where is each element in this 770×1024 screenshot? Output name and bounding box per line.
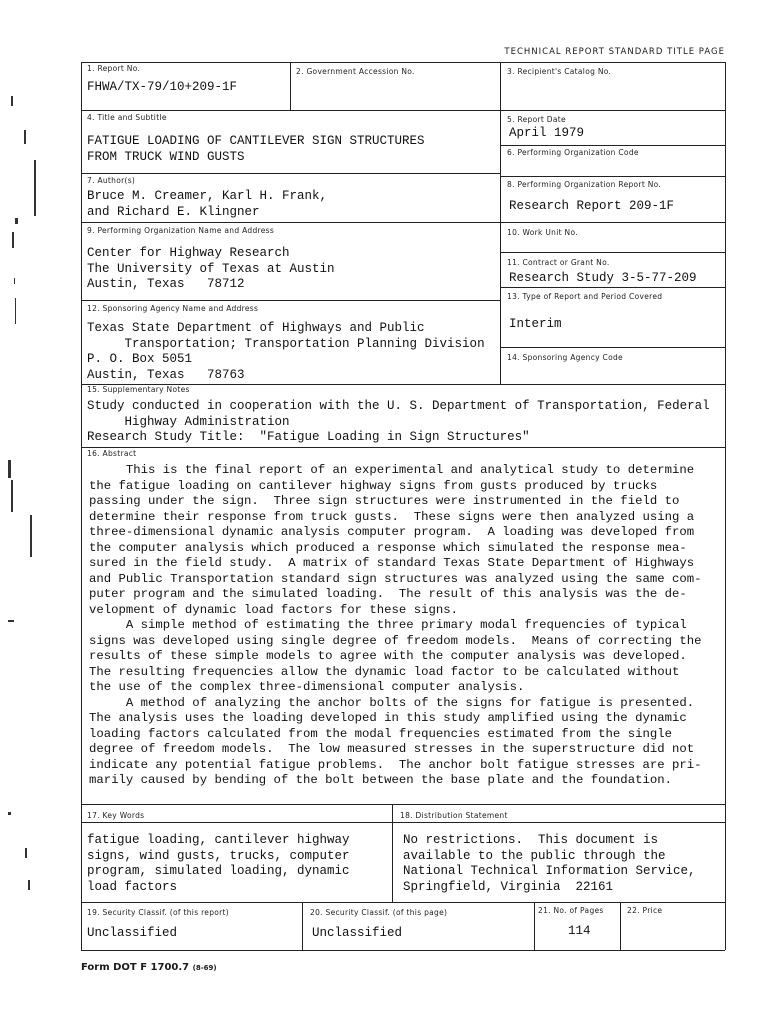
contract-grant-label: 11. Contract or Grant No. (507, 258, 610, 267)
distribution-line: available to the public through the (403, 848, 666, 863)
distribution-line: Springfield, Virginia 22161 (403, 879, 614, 894)
abstract-line: sured in the field study. A matrix of standard Texas State Department of Highways (89, 556, 695, 570)
abstract-line: the use of the complex three-dimensional computer analysis. (89, 680, 525, 694)
price-label: 22. Price (627, 906, 663, 915)
abstract-line: indicate any potential fatigue problems. The anchor bolt fatigue stresses are pri- (89, 757, 702, 772)
security-report-label: 19. Security Classif. (of this report) (87, 908, 230, 917)
title-label: 4. Title and Subtitle (87, 113, 167, 122)
sponsoring-agency-code-label: 14. Sponsoring Agency Code (507, 353, 623, 362)
distribution-label: 18. Distribution Statement (400, 811, 508, 820)
gov-accession-label: 2. Government Accession No. (296, 67, 415, 76)
security-page-label: 20. Security Classif. (of this page) (310, 908, 448, 917)
keywords-line: program, simulated loading, dynamic (87, 864, 350, 878)
performing-org-report-value: Research Report 209-1F (509, 199, 675, 213)
org-line: Austin, Texas 78712 (87, 277, 245, 291)
abstract-line: degree of freedom models. The low measured stresses in the superstructure did not (89, 742, 695, 756)
form-revision: (8-69) (192, 964, 217, 972)
abstract-line: the computer analysis which produced a response which simulated the response mea- (89, 540, 687, 555)
report-date-value: April 1979 (509, 126, 585, 140)
type-of-report-label: 13. Type of Report and Period Covered (507, 292, 663, 301)
sponsoring-agency-value (87, 321, 485, 383)
notes-line: Highway Administration (87, 414, 290, 429)
abstract-line: the fatigue loading on cantilever highway signs from gusts produced by trucks (89, 478, 658, 493)
authors-value (87, 189, 327, 220)
key-words-label: 17. Key Words (87, 811, 145, 820)
authors-label: 7. Author(s) (87, 176, 136, 185)
abstract-line: puter program and the simulated loading. The result of this analysis was the de- (89, 587, 687, 601)
supplementary-notes-label: 15. Supplementary Notes (87, 385, 190, 394)
abstract-line: signs was developed using single degree of freedom models. Means of correcting the (89, 633, 702, 648)
no-of-pages-label: 21. No. of Pages (538, 906, 604, 915)
abstract-line: loading factors calculated from the modal frequencies estimated from the single (89, 726, 672, 741)
performing-org-report-label: 8. Performing Organization Report No. (507, 180, 662, 189)
type-of-report-value: Interim (509, 317, 562, 331)
sponsor-line: P. O. Box 5051 (87, 352, 193, 366)
org-line: The University of Texas at Austin (87, 261, 335, 276)
supplementary-notes-value (87, 399, 710, 446)
distribution-value (403, 833, 696, 895)
abstract-line: three-dimensional dynamic analysis computer program. A loading was developed from (89, 525, 695, 539)
form-number (81, 962, 217, 973)
distribution-line: No restrictions. This document is (403, 833, 659, 847)
sponsor-line: Texas State Department of Highways and Public (87, 321, 425, 335)
author-line: Bruce M. Creamer, Karl H. Frank, (87, 189, 328, 203)
form-number-text: Form DOT F 1700.7 (81, 962, 190, 973)
performing-org-code-label: 6. Performing Organization Code (507, 148, 639, 157)
abstract-line: velopment of dynamic load factors for these signs. (89, 602, 458, 617)
abstract-label: 16. Abstract (87, 449, 137, 458)
sponsoring-agency-label: 12. Sponsoring Agency Name and Address (87, 304, 259, 313)
no-of-pages-value: 114 (568, 924, 591, 938)
abstract-line: passing under the sign. Three sign structures were instrumented in the field to (89, 494, 680, 508)
title-line: FROM TRUCK WIND GUSTS (87, 149, 245, 164)
abstract-line: results of these simple models to agree with the computer analysis was developed. (89, 649, 687, 663)
form-header-title: TECHNICAL REPORT STANDARD TITLE PAGE (504, 47, 725, 57)
notes-line: Research Study Title: "Fatigue Loading in Sign Structures" (87, 430, 530, 444)
report-date-label: 5. Report Date (507, 115, 566, 124)
title-line: FATIGUE LOADING OF CANTILEVER SIGN STRUCTURES (87, 134, 425, 148)
work-unit-label: 10. Work Unit No. (507, 228, 578, 237)
keywords-line: signs, wind gusts, trucks, computer (87, 848, 350, 863)
org-line: Center for Highway Research (87, 246, 290, 260)
abstract-line: The resulting frequencies allow the dynamic load factor to be calculated without (89, 664, 680, 679)
abstract-line: This is the final report of an experimental and analytical study to determine (89, 463, 695, 477)
security-report-value: Unclassified (87, 926, 178, 940)
abstract-text (89, 463, 702, 789)
key-words-value (87, 833, 350, 895)
security-page-value: Unclassified (312, 926, 403, 940)
distribution-line: National Technical Information Service, (403, 864, 696, 878)
abstract-line: determine their response from truck gusts. These signs were then analyzed using a (89, 509, 695, 524)
title-value (87, 134, 425, 165)
notes-line: Study conducted in cooperation with the U. S. Department of Transportation, Federal (87, 399, 710, 413)
abstract-line: A method of analyzing the anchor bolts of the signs for fatigue is presented. (89, 695, 695, 710)
catalog-no-label: 3. Recipient's Catalog No. (507, 67, 612, 76)
author-line: and Richard E. Klingner (87, 204, 260, 219)
sponsor-line: Transportation; Transportation Planning Division (87, 336, 485, 351)
sponsor-line: Austin, Texas 78763 (87, 367, 245, 382)
abstract-line: marily caused by bending of the bolt between the base plate and the foundation. (89, 773, 672, 787)
abstract-line: The analysis uses the loading developed in this study amplified using the dynamic (89, 711, 687, 725)
performing-org-name-label: 9. Performing Organization Name and Address (87, 226, 275, 235)
performing-org-name-value (87, 246, 335, 293)
contract-grant-value: Research Study 3-5-77-209 (509, 271, 697, 285)
keywords-line: load factors (87, 879, 178, 894)
abstract-line: A simple method of estimating the three primary modal frequencies of typical (89, 618, 687, 632)
report-no-value: FHWA/TX-79/10+209-1F (87, 80, 238, 94)
report-no-label: 1. Report No. (87, 64, 141, 73)
abstract-line: and Public Transportation standard sign structures was analyzed using the same com- (89, 571, 702, 586)
keywords-line: fatigue loading, cantilever highway (87, 833, 350, 847)
